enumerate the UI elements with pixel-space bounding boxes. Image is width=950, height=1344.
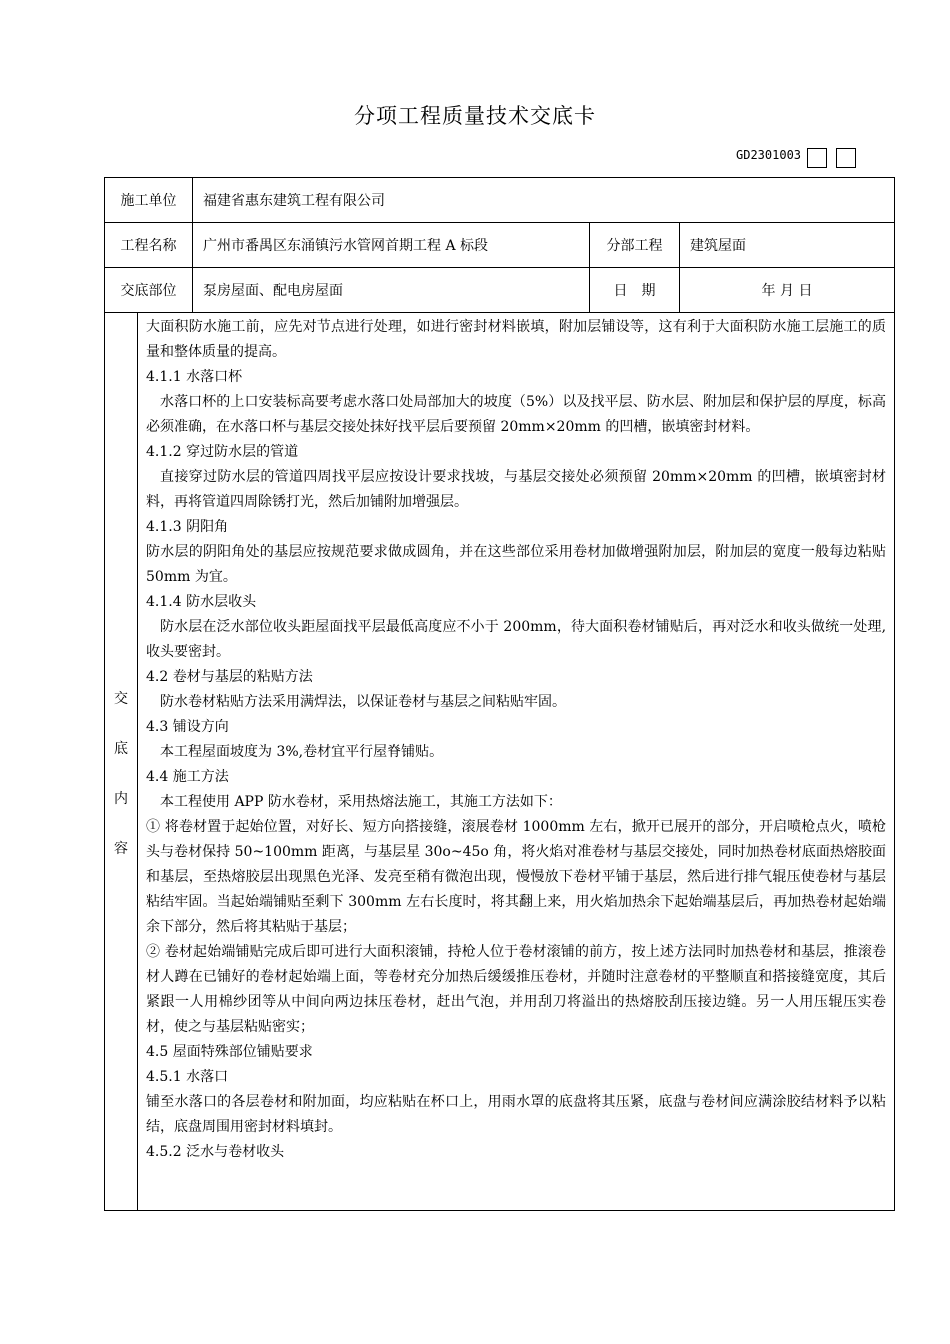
section-heading: 4.1.2 穿过防水层的管道 — [146, 444, 299, 460]
side-char: 底 — [114, 741, 128, 757]
disclosure-content — [138, 313, 895, 1211]
paragraph: ② 卷材起始端铺贴完成后即可进行大面积滚铺，持枪人位于卷材滚铺的前方，按上述方法同时加热卷材和基层，推滚卷材人蹲在已铺好的卷材起始端上面，等卷材充分加热后缓缓推压卷材，并随时注意卷材的平整顺直和搭接缝宽度，其后紧跟一人用棉纱团等从中间向两边抹压卷材，赶出气泡，并用刮刀将溢出的热熔胶刮压接边缝。另一人用压辊压实卷材，使之与基层粘贴密实； — [146, 944, 887, 1035]
document-code: GD2301003 — [736, 148, 802, 162]
date-value: 年 月 日 — [680, 268, 895, 313]
date-label: 日 期 — [590, 268, 680, 313]
paragraph: 防水卷材粘贴方法采用满焊法，以保证卷材与基层之间粘贴牢固。 — [160, 694, 566, 710]
side-char: 交 — [114, 691, 128, 707]
section-heading: 4.5.1 水落口 — [146, 1069, 229, 1085]
section-heading: 4.2 卷材与基层的粘贴方法 — [146, 669, 313, 685]
section-heading: 4.1.3 阴阳角 — [146, 519, 229, 535]
division-label: 分部工程 — [590, 223, 680, 268]
unit-value: 福建省惠东建筑工程有限公司 — [193, 178, 895, 223]
location-value: 泵房屋面、配电房屋面 — [193, 268, 590, 313]
project-label: 工程名称 — [105, 223, 193, 268]
paragraph: 本工程使用 APP 防水卷材，采用热熔法施工，其施工方法如下： — [160, 794, 562, 810]
section-heading: 4.3 铺设方向 — [146, 719, 229, 735]
side-char: 容 — [114, 841, 128, 857]
paragraph: 直接穿过防水层的管道四周找平层应按设计要求找坡，与基层交接处必须预留 20mm×20mm 的凹槽，嵌填密封材料，再将管道四周除锈打光，然后加铺附加增强层。 — [146, 469, 887, 510]
paragraph: 水落口杯的上口安装标高要考虑水落口处局部加大的坡度（5%）以及找平层、防水层、附加层和保护层的厚度，标高必须准确，在水落口杯与基层交接处抹好找平层后要预留 20mm×20mm 的凹槽，嵌填密封材料。 — [146, 394, 887, 435]
paragraph: 防水层在泛水部位收头距屋面找平层最低高度应不小于 200mm，待大面积卷材铺贴后，再对泛水和收头做统一处理,收头要密封。 — [146, 619, 887, 660]
section-heading: 4.4 施工方法 — [146, 769, 229, 785]
paragraph: 铺至水落口的各层卷材和附加面，均应粘贴在杯口上，用雨水罩的底盘将其压紧，底盘与卷材间应满涂胶结材料予以粘结，底盘周围用密封材料填封。 — [146, 1094, 887, 1135]
side-char: 内 — [114, 791, 128, 807]
paragraph: ① 将卷材置于起始位置，对好长、短方向搭接缝，滚展卷材 1000mm 左右，掀开已展开的部分，开启喷枪点火，喷枪头与卷材保持 50~100mm 距离，与基层星 30o~45o 角，将火焰对准卷材与基层交接处，同时加热卷材底面热熔胶面和基层，至热熔胶层出现黑色光泽、发亮至稍有微泡出现，慢慢放下卷材平铺于基层，然后进行排气辊压使卷材与基层粘结牢固。当起始端铺贴至剩下 300mm 左右长度时，将其翻上来，用火焰加热余下起始端基层后，再加热卷材起始端余下部分，然后将其粘贴于基层； — [146, 819, 887, 935]
disclosure-card-table — [104, 177, 895, 1211]
paragraph: 防水层的阴阳角处的基层应按规范要求做成圆角，并在这些部位采用卷材加做增强附加层，附加层的宽度一般每边粘贴 50mm 为宜。 — [146, 544, 887, 585]
document-title: 分项工程质量技术交底卡 — [354, 104, 596, 128]
project-value: 广州市番禺区东涌镇污水管网首期工程 A 标段 — [193, 223, 590, 268]
location-label: 交底部位 — [105, 268, 193, 313]
content-side-label — [105, 313, 138, 1211]
division-value: 建筑屋面 — [680, 223, 895, 268]
paragraph: 本工程屋面坡度为 3%,卷材宜平行屋脊铺贴。 — [160, 744, 444, 760]
unit-label: 施工单位 — [105, 178, 193, 223]
section-heading: 4.1.4 防水层收头 — [146, 594, 257, 610]
code-checkbox-1[interactable] — [807, 148, 827, 168]
section-heading: 4.5 屋面特殊部位铺贴要求 — [146, 1044, 313, 1060]
section-heading: 4.1.1 水落口杯 — [146, 369, 243, 385]
section-heading: 4.5.2 泛水与卷材收头 — [146, 1144, 285, 1160]
paragraph: 大面积防水施工前，应先对节点进行处理，如进行密封材料嵌填，附加层铺设等，这有利于大面积防水施工层施工的质量和整体质量的提高。 — [146, 319, 887, 360]
code-checkbox-2[interactable] — [836, 148, 856, 168]
